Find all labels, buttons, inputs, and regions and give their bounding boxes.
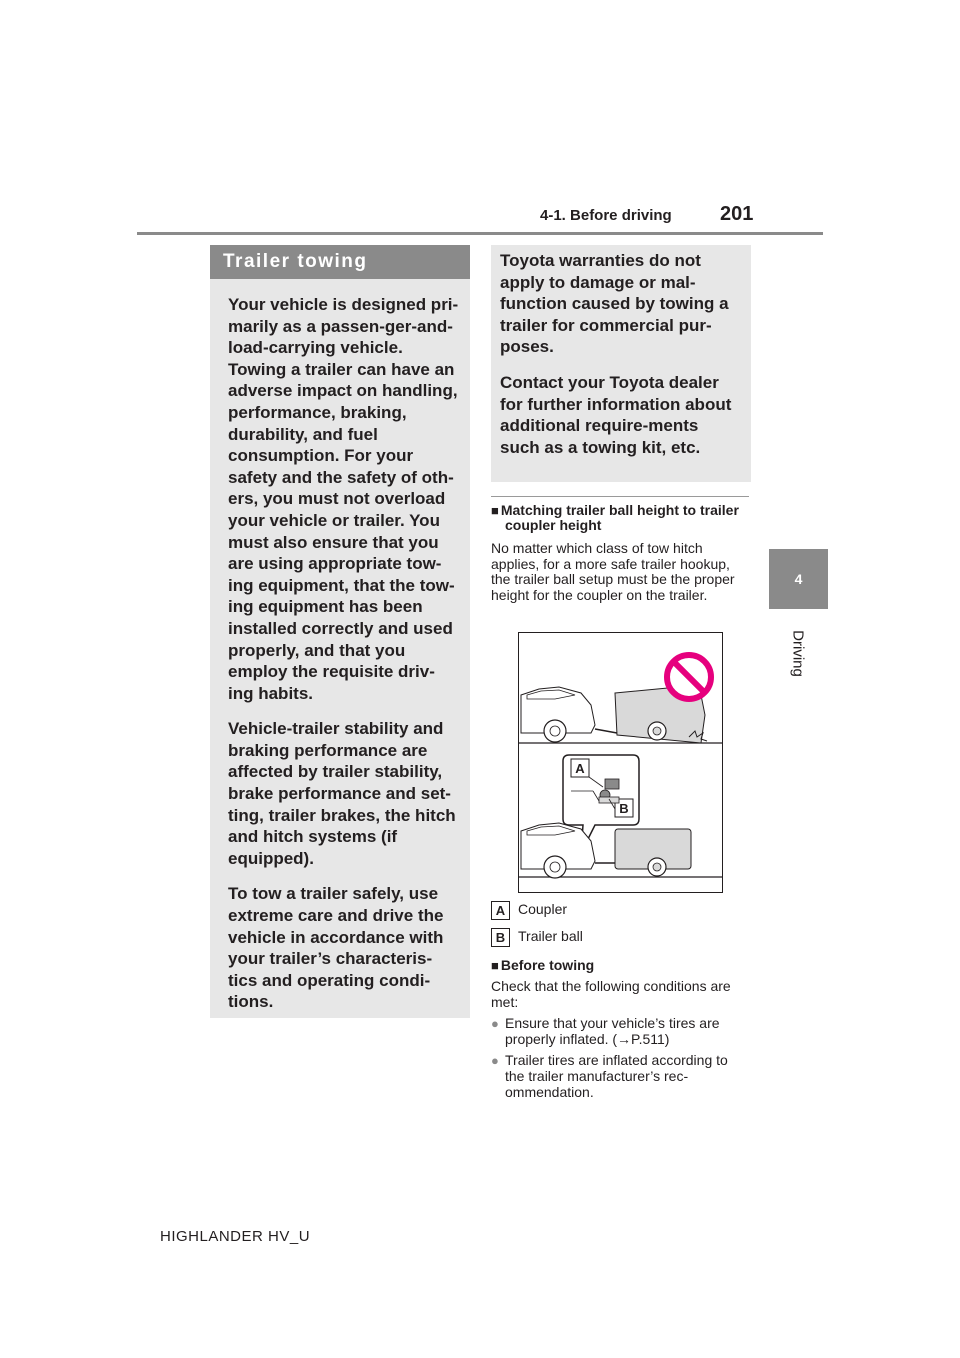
before-towing-section: [491, 958, 751, 1100]
list-item: [491, 1016, 751, 1047]
chapter-label: Driving: [789, 630, 807, 677]
section-marker: ■: [491, 958, 499, 973]
hitch-diagram: [519, 633, 722, 892]
figure-label-a: A: [575, 761, 585, 776]
legend-badge: A: [491, 901, 510, 920]
trailer-towing-body: [210, 279, 470, 1013]
warranty-box: [491, 245, 751, 482]
trailer-towing-title: Trailer towing: [210, 245, 470, 279]
legend-text: Coupler: [518, 901, 568, 918]
trailer-towing-paragraph: Vehicle-trailer stability and braking performance are affected by trailer stability, brake performance and set-ting, trailer brakes, the hitch and hitch systems (if equipped).: [228, 719, 456, 868]
page-number: 201: [720, 203, 754, 225]
trailer-towing-paragraph: Your vehicle is designed pri-marily as a passen-ger-and-load-carrying vehicle. Towing a trailer can have an adverse impact on handling, performance, braking, durability, and fuel consumption. For your safety and the safety of oth-ers, you must not overload your vehicle or trailer. You must also ensure that you are using appropriate tow-ing equipment, that the tow-ing equipment has been installed correctly and used properly, and that you employ the requisite driv-ing habits.: [228, 295, 459, 703]
header-rule: [137, 232, 823, 235]
matching-heading: [491, 503, 751, 533]
section-title: 4-1. Before driving: [540, 207, 672, 224]
hitch-height-illustration: [518, 632, 723, 893]
matching-heading-text: Matching trailer ball height to trailer coupler height: [500, 502, 739, 533]
trailer-towing-box: [210, 245, 470, 1018]
legend-item-coupler: [491, 901, 567, 920]
chapter-tab[interactable]: 4: [769, 549, 828, 609]
legend-badge: B: [491, 928, 510, 947]
trailer-towing-paragraph: To tow a trailer safely, use extreme care and drive the vehicle in accordance with your trailer’s characteris-tics and operating condi-tions.: [228, 884, 444, 1012]
legend-item-trailer-ball: [491, 928, 583, 947]
list-item-text: Ensure that your vehicle’s tires are properly inflated. (→P.511): [505, 1015, 720, 1047]
before-towing-heading-text: Before towing: [500, 957, 595, 973]
list-item: [491, 1053, 751, 1100]
bullet-icon: ●: [491, 1053, 499, 1069]
warranty-paragraph: Toyota warranties do not apply to damage or mal-function caused by towing a trailer for commercial pur-poses.: [500, 251, 729, 357]
warranty-paragraph: Contact your Toyota dealer for further information about additional require-ments such as a towing kit, etc.: [500, 372, 732, 457]
figure-label-b: B: [619, 801, 629, 816]
section-marker: ■: [491, 503, 499, 518]
list-item-text: Trailer tires are inflated according to the trailer manufacturer’s rec-ommendation.: [505, 1052, 728, 1100]
before-towing-intro: Check that the following conditions are met:: [491, 978, 731, 1010]
matching-body: No matter which class of tow hitch applies, for a more safe trailer hookup, the trailer ball setup must be the proper height for the coupler on the trailer.: [491, 540, 735, 603]
bullet-icon: ●: [491, 1016, 499, 1032]
footer-model: HIGHLANDER HV_U: [160, 1228, 311, 1245]
matching-section: [491, 503, 751, 603]
legend-text: Trailer ball: [518, 928, 583, 945]
section-divider: [491, 496, 749, 497]
before-towing-heading: [491, 958, 751, 973]
